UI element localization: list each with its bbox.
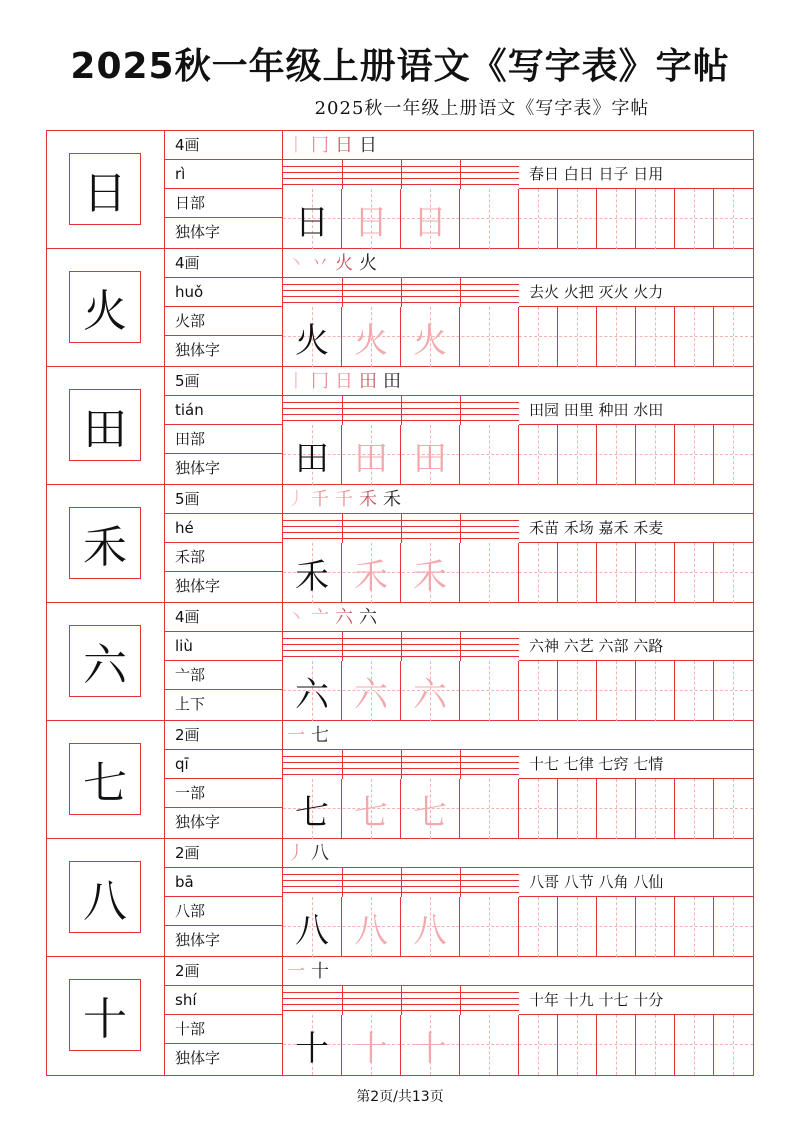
word-practice-grid — [519, 897, 753, 957]
char-info — [165, 721, 283, 838]
pinyin-divider — [342, 160, 343, 189]
stroke-order-row — [283, 957, 753, 986]
radical-label: 田部 — [165, 425, 282, 454]
char-column — [47, 131, 165, 248]
word-practice-cell[interactable] — [519, 1015, 558, 1075]
word-practice-cell[interactable] — [558, 425, 597, 485]
pinyin-divider — [460, 868, 461, 897]
word-practice-cell[interactable] — [597, 425, 636, 485]
writing-grid — [283, 1015, 519, 1075]
writing-grid — [283, 897, 519, 957]
big-char-box: 火 — [69, 271, 141, 343]
char-column — [47, 839, 165, 956]
word-practice-cell[interactable] — [597, 543, 636, 603]
pinyin-divider — [342, 278, 343, 307]
model-char: 禾 — [283, 543, 342, 603]
char-block — [47, 249, 753, 367]
radical-label: 火部 — [165, 307, 282, 336]
char-column — [47, 367, 165, 484]
practice-cell[interactable]: 八 — [342, 897, 401, 957]
pinyin-divider — [401, 632, 402, 661]
stroke-step: 火 — [335, 253, 353, 274]
stroke-step: 丿 — [287, 843, 305, 864]
stroke-order-row — [283, 367, 753, 396]
pinyin-label: qī — [165, 750, 282, 779]
word-list: 田园 田里 种田 水田 — [519, 396, 753, 425]
word-practice-cell[interactable] — [519, 779, 558, 839]
char-block — [47, 957, 753, 1075]
word-practice-cell[interactable] — [675, 307, 714, 367]
radical-label: 亠部 — [165, 661, 282, 690]
word-practice-cell[interactable] — [714, 189, 753, 249]
stroke-order-row — [283, 839, 753, 868]
stroke-step: 丨 — [287, 135, 305, 156]
char-info — [165, 249, 283, 366]
stroke-step: 禾 — [359, 489, 377, 510]
stroke-step: 日 — [359, 135, 377, 156]
word-practice-cell[interactable] — [597, 1015, 636, 1075]
pinyin-divider — [401, 160, 402, 189]
big-char-box: 八 — [69, 861, 141, 933]
char-block — [47, 131, 753, 249]
word-practice-cell[interactable] — [597, 897, 636, 957]
practice-cell[interactable] — [460, 543, 519, 603]
page-footer: 第2页/共13页 — [356, 1089, 444, 1105]
stroke-order-row — [283, 249, 753, 278]
stroke-step: 十 — [311, 961, 329, 982]
stroke-step: 丷 — [311, 253, 329, 274]
pinyin-divider — [460, 160, 461, 189]
pinyin-label: tián — [165, 396, 282, 425]
stroke-step: 一 — [287, 961, 305, 982]
word-practice-cell[interactable] — [519, 189, 558, 249]
pinyin-divider — [342, 868, 343, 897]
word-practice-grid — [519, 661, 753, 721]
big-char-box: 六 — [69, 625, 141, 697]
stroke-order-row — [283, 721, 753, 750]
pinyin-divider — [401, 986, 402, 1015]
word-practice-cell[interactable] — [558, 543, 597, 603]
stroke-step: 火 — [359, 253, 377, 274]
radical-label: 禾部 — [165, 543, 282, 572]
practice-cell[interactable]: 日 — [401, 189, 460, 249]
word-practice-cell[interactable] — [558, 307, 597, 367]
pinyin-columns — [283, 632, 519, 661]
pinyin-columns — [283, 514, 519, 543]
word-practice-grid — [519, 425, 753, 485]
word-practice-cell[interactable] — [519, 543, 558, 603]
stroke-order-row — [283, 131, 753, 160]
word-list: 十七 七律 七窍 七情 — [519, 750, 753, 779]
stroke-step: 七 — [311, 725, 329, 746]
word-practice-cell[interactable] — [636, 661, 675, 721]
practice-cell[interactable] — [460, 897, 519, 957]
char-info — [165, 839, 283, 956]
practice-cell[interactable] — [460, 189, 519, 249]
char-info — [165, 485, 283, 602]
stroke-count-label: 2画 — [165, 839, 282, 868]
word-practice-cell[interactable] — [675, 1015, 714, 1075]
model-char: 日 — [283, 189, 342, 249]
word-practice-cell[interactable] — [714, 1015, 753, 1075]
word-practice-cell[interactable] — [597, 189, 636, 249]
word-practice-cell[interactable] — [558, 1015, 597, 1075]
practice-cell[interactable]: 日 — [342, 189, 401, 249]
stroke-count-label: 2画 — [165, 721, 282, 750]
stroke-step: 田 — [383, 371, 401, 392]
stroke-step: 亠 — [311, 607, 329, 628]
model-char: 田 — [283, 425, 342, 485]
char-column — [47, 249, 165, 366]
pinyin-divider — [342, 396, 343, 425]
practice-cell[interactable] — [460, 307, 519, 367]
pinyin-columns — [283, 986, 519, 1015]
word-practice-cell[interactable] — [714, 897, 753, 957]
word-list: 禾苗 禾场 嘉禾 禾麦 — [519, 514, 753, 543]
model-char: 六 — [283, 661, 342, 721]
pinyin-columns — [283, 750, 519, 779]
writing-grid — [283, 307, 519, 367]
radical-label: 十部 — [165, 1015, 282, 1044]
char-block — [47, 485, 753, 603]
practice-cell[interactable]: 禾 — [401, 543, 460, 603]
structure-label: 独体字 — [175, 459, 221, 477]
writing-grid — [283, 543, 519, 603]
char-info — [165, 603, 283, 720]
structure-label: 独体字 — [175, 577, 221, 595]
word-practice-cell[interactable] — [636, 897, 675, 957]
pinyin-label: hé — [165, 514, 282, 543]
practice-cell[interactable] — [460, 661, 519, 721]
stroke-step: 一 — [287, 725, 305, 746]
big-char-box: 日 — [69, 153, 141, 225]
pinyin-divider — [460, 750, 461, 779]
stroke-count-label: 4画 — [165, 603, 282, 632]
word-practice-grid — [519, 307, 753, 367]
page-title: 2025秋一年级上册语文《写字表》字帖 — [70, 46, 730, 87]
stroke-step: 田 — [359, 371, 377, 392]
big-char-box: 田 — [69, 389, 141, 461]
structure-label: 独体字 — [175, 813, 221, 831]
word-practice-cell[interactable] — [636, 307, 675, 367]
stroke-order-row — [283, 603, 753, 632]
model-char: 七 — [283, 779, 342, 839]
practice-cell[interactable]: 火 — [342, 307, 401, 367]
pinyin-divider — [460, 514, 461, 543]
word-practice-cell[interactable] — [675, 661, 714, 721]
stroke-count-label: 5画 — [165, 367, 282, 396]
stroke-count-label: 2画 — [165, 957, 282, 986]
page-subtitle: 2025秋一年级上册语文《写字表》字帖 — [314, 98, 650, 119]
pinyin-label: rì — [165, 160, 282, 189]
writing-grid — [283, 425, 519, 485]
big-char-box: 十 — [69, 979, 141, 1051]
word-practice-cell[interactable] — [714, 425, 753, 485]
stroke-step: 丶 — [287, 607, 305, 628]
word-practice-cell[interactable] — [636, 425, 675, 485]
stroke-step: 丨 — [287, 371, 305, 392]
stroke-order-row — [283, 485, 753, 514]
word-practice-cell[interactable] — [558, 189, 597, 249]
pinyin-label: shí — [165, 986, 282, 1015]
pinyin-divider — [460, 278, 461, 307]
pinyin-divider — [401, 396, 402, 425]
pinyin-divider — [401, 278, 402, 307]
pinyin-columns — [283, 396, 519, 425]
practice-cell[interactable] — [460, 779, 519, 839]
pinyin-divider — [342, 986, 343, 1015]
word-practice-cell[interactable] — [714, 543, 753, 603]
word-practice-cell[interactable] — [597, 307, 636, 367]
model-char: 十 — [283, 1015, 342, 1075]
stroke-step: 六 — [359, 607, 377, 628]
practice-cell[interactable]: 七 — [342, 779, 401, 839]
word-practice-cell[interactable] — [597, 779, 636, 839]
pinyin-divider — [342, 750, 343, 779]
practice-cell[interactable] — [460, 1015, 519, 1075]
big-char-box: 七 — [69, 743, 141, 815]
char-info — [165, 957, 283, 1075]
pinyin-columns — [283, 278, 519, 307]
structure-label: 独体字 — [175, 341, 221, 359]
practice-cell[interactable]: 十 — [342, 1015, 401, 1075]
stroke-step: 丶 — [287, 253, 305, 274]
char-block — [47, 367, 753, 485]
word-practice-cell[interactable] — [558, 779, 597, 839]
char-info — [165, 367, 283, 484]
word-practice-cell[interactable] — [714, 779, 753, 839]
word-practice-grid — [519, 189, 753, 249]
pinyin-divider — [342, 632, 343, 661]
practice-cell[interactable] — [460, 425, 519, 485]
radical-label: 八部 — [165, 897, 282, 926]
char-block — [47, 603, 753, 721]
stroke-step: 丿 — [287, 489, 305, 510]
practice-cell[interactable]: 六 — [401, 661, 460, 721]
radical-label: 一部 — [165, 779, 282, 808]
pinyin-label: huǒ — [165, 278, 282, 307]
pinyin-label: bā — [165, 868, 282, 897]
char-column — [47, 957, 165, 1075]
stroke-step: 八 — [311, 843, 329, 864]
char-column — [47, 485, 165, 602]
pinyin-divider — [401, 868, 402, 897]
practice-cell[interactable]: 十 — [401, 1015, 460, 1075]
word-practice-cell[interactable] — [519, 897, 558, 957]
char-column — [47, 603, 165, 720]
stroke-step: 六 — [335, 607, 353, 628]
char-block — [47, 721, 753, 839]
word-practice-grid — [519, 543, 753, 603]
word-practice-cell[interactable] — [675, 779, 714, 839]
stroke-count-label: 4画 — [165, 249, 282, 278]
word-practice-cell[interactable] — [714, 307, 753, 367]
stroke-count-label: 5画 — [165, 485, 282, 514]
stroke-step: 日 — [335, 371, 353, 392]
word-list: 春日 白日 日子 日用 — [519, 160, 753, 189]
pinyin-divider — [460, 986, 461, 1015]
word-practice-cell[interactable] — [675, 543, 714, 603]
word-practice-grid — [519, 1015, 753, 1075]
word-list: 六神 六艺 六部 六路 — [519, 632, 753, 661]
word-practice-cell[interactable] — [636, 189, 675, 249]
writing-grid — [283, 189, 519, 249]
word-practice-cell[interactable] — [675, 189, 714, 249]
pinyin-label: liù — [165, 632, 282, 661]
radical-label: 日部 — [165, 189, 282, 218]
pinyin-divider — [401, 514, 402, 543]
stroke-step: 千 — [311, 489, 329, 510]
structure-label: 独体字 — [175, 1049, 221, 1067]
word-practice-cell[interactable] — [558, 897, 597, 957]
stroke-step: 千 — [335, 489, 353, 510]
structure-label: 上下 — [175, 695, 206, 713]
practice-sheet — [46, 130, 754, 1076]
model-char: 火 — [283, 307, 342, 367]
word-practice-cell[interactable] — [558, 661, 597, 721]
big-char-box: 禾 — [69, 507, 141, 579]
char-column — [47, 721, 165, 838]
practice-cell[interactable]: 禾 — [342, 543, 401, 603]
word-practice-grid — [519, 779, 753, 839]
stroke-step: 冂 — [311, 135, 329, 156]
model-char: 八 — [283, 897, 342, 957]
pinyin-divider — [342, 514, 343, 543]
structure-label: 独体字 — [175, 223, 221, 241]
practice-cell[interactable]: 六 — [342, 661, 401, 721]
writing-grid — [283, 661, 519, 721]
practice-cell[interactable]: 八 — [401, 897, 460, 957]
practice-cell[interactable]: 田 — [342, 425, 401, 485]
word-practice-cell[interactable] — [675, 897, 714, 957]
word-practice-cell[interactable] — [519, 425, 558, 485]
word-practice-cell[interactable] — [675, 425, 714, 485]
practice-cell[interactable]: 火 — [401, 307, 460, 367]
word-practice-cell[interactable] — [714, 661, 753, 721]
practice-cell[interactable]: 七 — [401, 779, 460, 839]
word-practice-cell[interactable] — [519, 307, 558, 367]
stroke-count-label: 4画 — [165, 131, 282, 160]
stroke-step: 日 — [335, 135, 353, 156]
word-practice-cell[interactable] — [636, 779, 675, 839]
pinyin-divider — [401, 750, 402, 779]
word-list: 八哥 八节 八角 八仙 — [519, 868, 753, 897]
pinyin-columns — [283, 160, 519, 189]
pinyin-divider — [460, 632, 461, 661]
pinyin-columns — [283, 868, 519, 897]
word-practice-cell[interactable] — [519, 661, 558, 721]
char-block — [47, 839, 753, 957]
practice-cell[interactable]: 田 — [401, 425, 460, 485]
stroke-step: 禾 — [383, 489, 401, 510]
word-practice-cell[interactable] — [636, 1015, 675, 1075]
word-list: 十年 十九 十七 十分 — [519, 986, 753, 1015]
char-info — [165, 131, 283, 248]
pinyin-divider — [460, 396, 461, 425]
word-practice-cell[interactable] — [636, 543, 675, 603]
stroke-step: 冂 — [311, 371, 329, 392]
word-practice-cell[interactable] — [597, 661, 636, 721]
writing-grid — [283, 779, 519, 839]
word-list: 去火 火把 灭火 火力 — [519, 278, 753, 307]
structure-label: 独体字 — [175, 931, 221, 949]
